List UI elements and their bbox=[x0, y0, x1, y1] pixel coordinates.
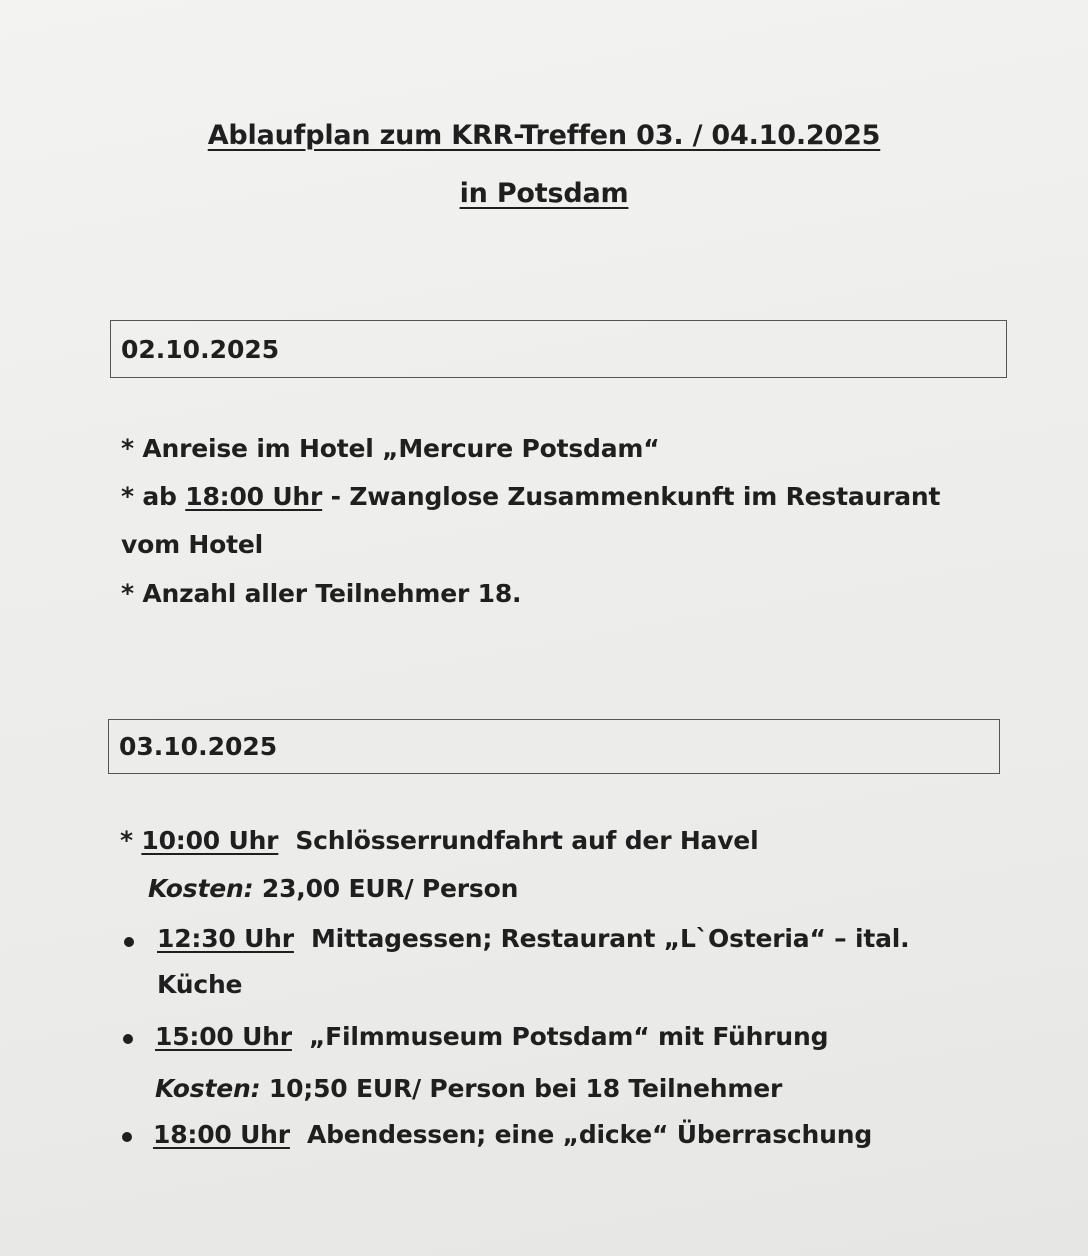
item1-text: Schlösserrundfahrt auf der Havel bbox=[295, 826, 759, 855]
bullet-icon bbox=[123, 1034, 133, 1044]
item4-time: 18:00 Uhr bbox=[153, 1120, 290, 1149]
document-title bbox=[0, 120, 1088, 151]
day2-item-1-cost bbox=[148, 874, 518, 903]
meeting-text-cont: vom Hotel bbox=[121, 530, 263, 559]
day2-item-2-cont bbox=[157, 970, 242, 999]
day2-date: 03.10.2025 bbox=[119, 732, 278, 761]
participants-text: * Anzahl aller Teilnehmer 18. bbox=[121, 579, 522, 608]
meeting-text: - Zwanglose Zusammenkunft im Restaurant bbox=[322, 482, 941, 511]
title-line-1: Ablaufplan zum KRR-Treffen 03. / 04.10.2025 bbox=[207, 120, 881, 151]
item4-text: Abendessen; eine „dicke“ Überraschung bbox=[306, 1120, 873, 1149]
bullet-icon bbox=[122, 1132, 132, 1142]
item1-time: 10:00 Uhr bbox=[141, 826, 279, 855]
day2-date-box bbox=[108, 719, 1000, 774]
item3-time: 15:00 Uhr bbox=[155, 1022, 292, 1051]
bullet-icon bbox=[124, 937, 134, 947]
day1-line-meeting bbox=[121, 482, 940, 511]
arrival-text: * Anreise im Hotel „Mercure Potsdam“ bbox=[121, 434, 660, 463]
item1-cost-label: Kosten: bbox=[148, 874, 254, 903]
title-line-2: in Potsdam bbox=[459, 178, 629, 209]
item2-time: 12:30 Uhr bbox=[157, 924, 294, 953]
meeting-prefix: * ab bbox=[121, 482, 186, 511]
meeting-time: 18:00 Uhr bbox=[185, 482, 323, 511]
document-subtitle bbox=[0, 178, 1088, 209]
day2-item-3 bbox=[155, 1022, 828, 1051]
day2-item-3-cost bbox=[155, 1074, 782, 1103]
day2-item-2 bbox=[157, 924, 909, 953]
item1-cost: 23,00 EUR/ Person bbox=[253, 874, 519, 903]
item2-text: Mittagessen; Restaurant „L`Osteria“ – ital. bbox=[310, 924, 910, 953]
day1-date: 02.10.2025 bbox=[121, 334, 280, 364]
day2-item-4 bbox=[153, 1120, 872, 1149]
day1-line-arrival bbox=[121, 434, 660, 463]
day1-line-meeting-cont bbox=[121, 530, 263, 559]
day1-date-box bbox=[110, 320, 1007, 378]
item1-prefix: * bbox=[120, 826, 142, 855]
day1-line-participants bbox=[121, 579, 521, 608]
day2-item-1 bbox=[120, 826, 758, 855]
item3-cost-label: Kosten: bbox=[155, 1074, 261, 1103]
item3-text: „Filmmuseum Potsdam“ mit Führung bbox=[308, 1022, 829, 1051]
item3-cost: 10;50 EUR/ Person bei 18 Teilnehmer bbox=[260, 1074, 783, 1103]
item2-text-cont: Küche bbox=[157, 970, 243, 999]
